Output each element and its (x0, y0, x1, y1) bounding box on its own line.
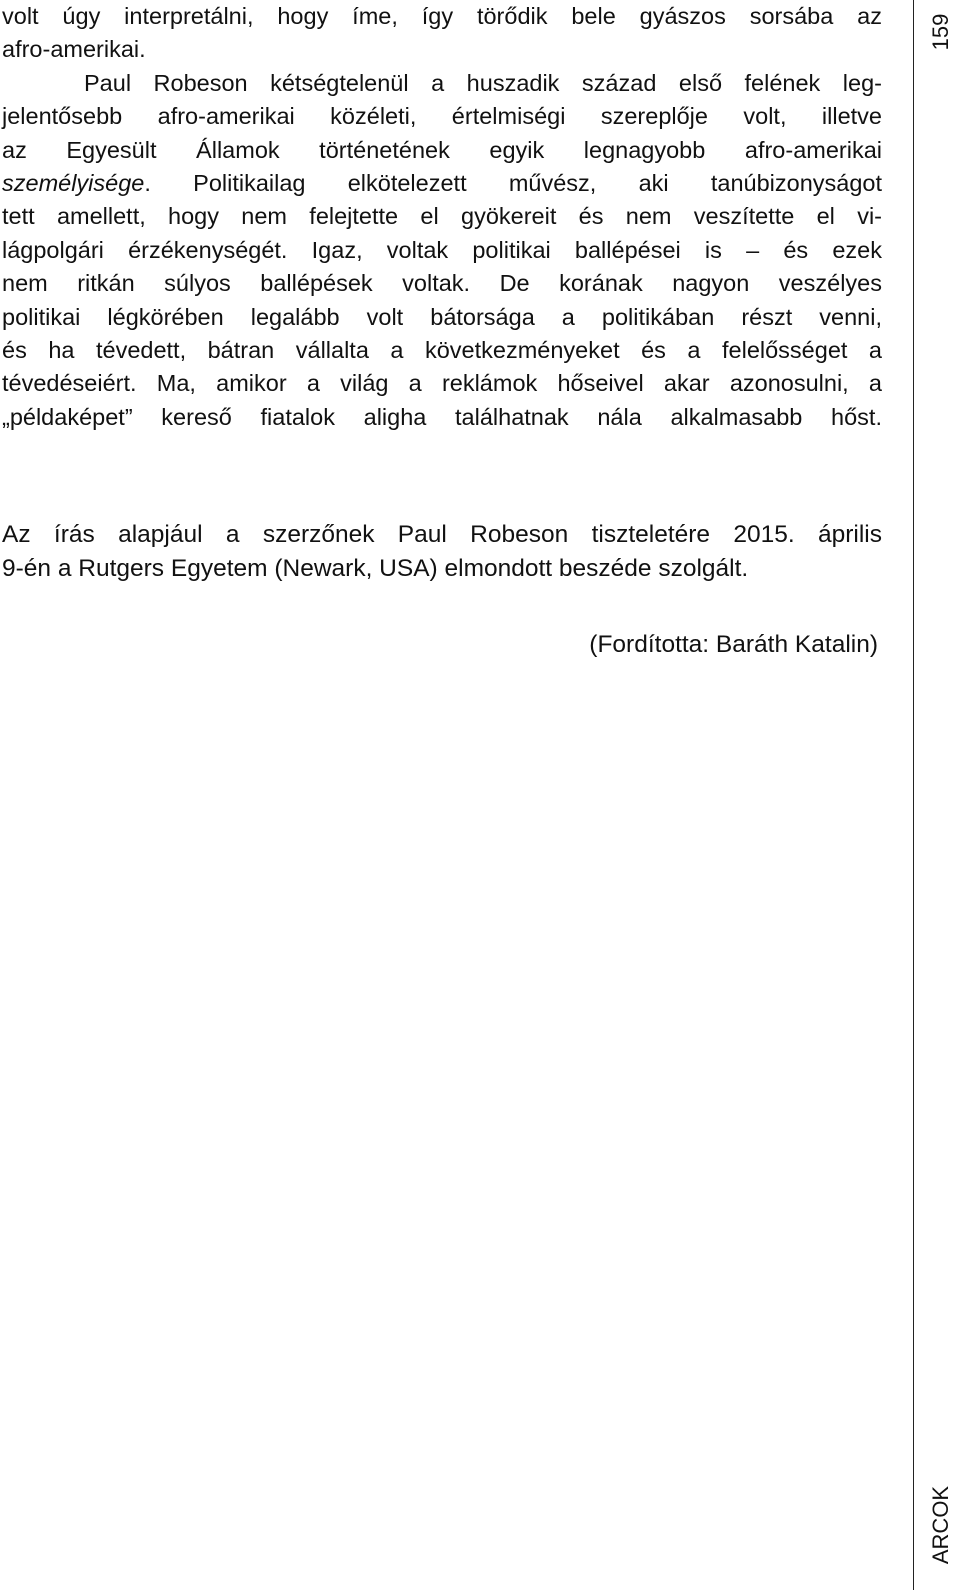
body-line-6-rest: . Politikailag elkötelezett művész, aki tanúbizonyságot (144, 170, 882, 197)
body-line-6 (2, 167, 882, 200)
body-line-4: jelentősebb afro-amerikai közéleti, értelmiségi szereplője volt, illetve (2, 103, 882, 130)
page-number (923, 2, 959, 62)
note-line-1: Az írás alapjául a szerzőnek Paul Robeson tiszteletére 2015. április (2, 521, 882, 548)
journal-name-text: ARCOK (928, 1485, 953, 1565)
source-note (2, 518, 882, 586)
body-line-11: és ha tévedett, bátran vállalta a következményeket és a felelősséget a (2, 337, 882, 364)
body-line-1: volt úgy interpretálni, hogy íme, így törődik bele gyászos sorsába az (2, 3, 882, 29)
article-body (2, 0, 882, 434)
translator-credit: (Fordította: Baráth Katalin) (589, 631, 878, 658)
body-line-7: tett amellett, hogy nem felejtette el gyökereit és nem veszítette el vi- (2, 203, 882, 230)
body-line-8: lágpolgári érzékenységét. Igaz, voltak politikai ballépései is – és ezek (2, 236, 882, 263)
journal-name (923, 1480, 959, 1570)
body-line-5: az Egyesült Államok történetének egyik legnagyobb afro-amerikai (2, 136, 882, 163)
margin-rule (913, 0, 914, 1590)
body-line-12: tévedéseiért. Ma, amikor a világ a reklámok hőseivel akar azonosulni, a (2, 370, 882, 397)
body-line-2: afro-amerikai. (2, 36, 146, 63)
body-line-10: politikai légkörében legalább volt bátorsága a politikában részt venni, (2, 303, 882, 330)
body-line-3: Paul Robeson kétségtelenül a huszadik század első felének leg- (84, 69, 882, 96)
page-number-text: 159 (928, 13, 953, 51)
emphasized-word: személyisége (2, 170, 145, 197)
note-line-2: 9-én a Rutgers Egyetem (Newark, USA) elmondott beszéde szolgált. (2, 555, 749, 582)
body-line-9: nem ritkán súlyos ballépések voltak. De korának nagyon veszélyes (2, 270, 882, 297)
body-line-13: „példaképet” kereső fiatalok aligha találhatnak nála alkalmasabb hőst. (2, 403, 882, 430)
